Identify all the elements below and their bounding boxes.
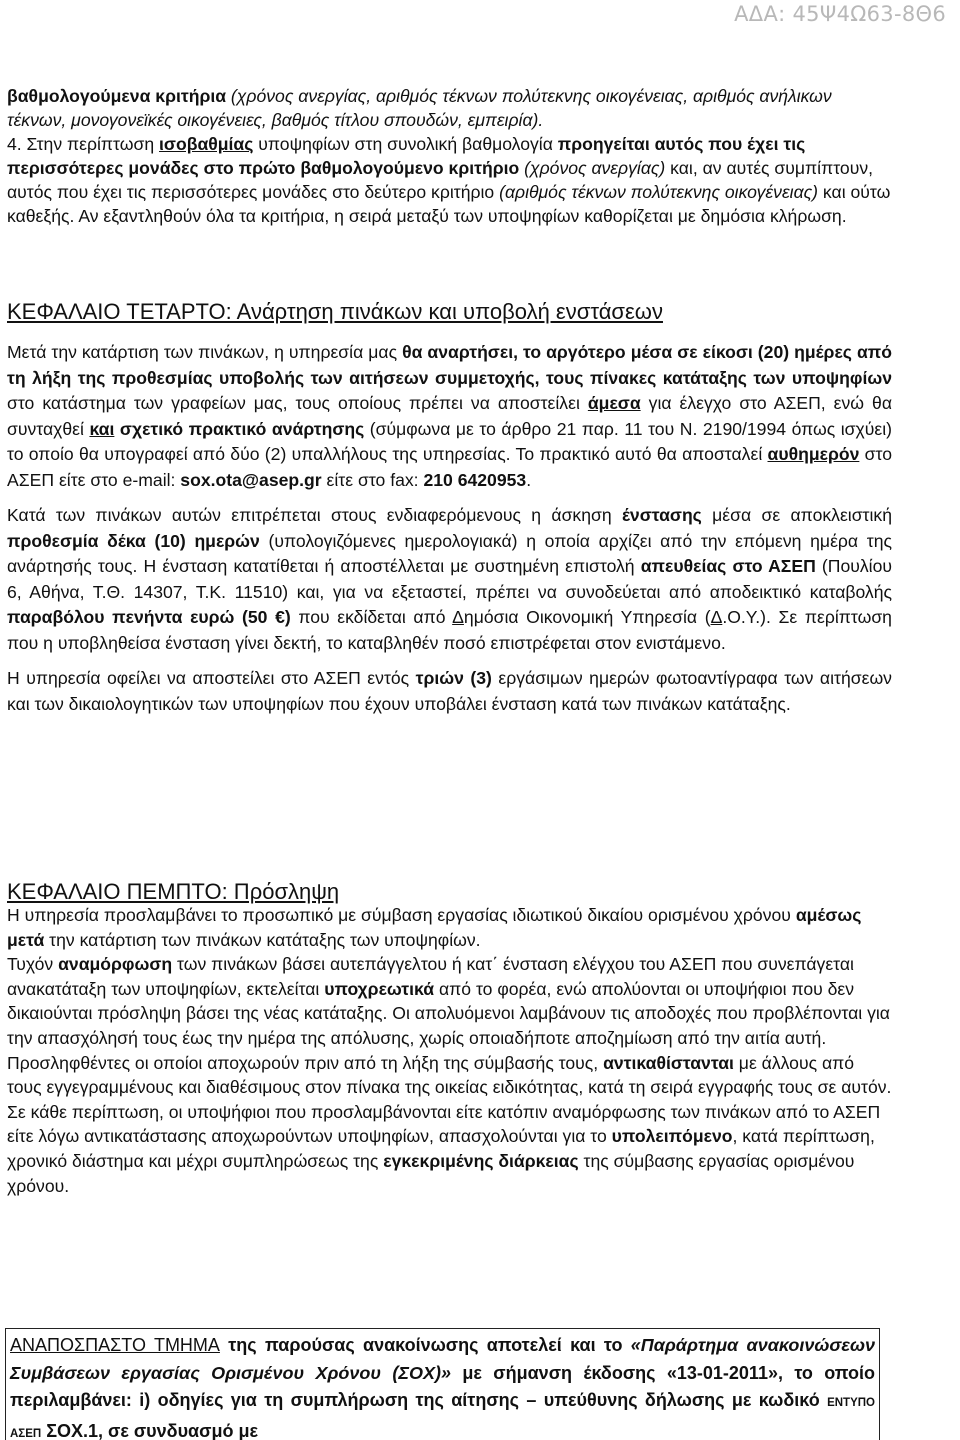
text-italic: (αριθμός τέκνων πολύτεκνης οικογένειας) (499, 182, 819, 202)
tie-rule-bold: προηγείται αυτός που έχει τις περισσότερες μονάδες στο πρώτο βαθμολογούμενο κριτήριο (7, 134, 806, 178)
text-underline: Δ (452, 607, 464, 627)
text-bold: ΣΟΧ.1, σε συνδυασμό με (41, 1420, 259, 1440)
chapter4-heading-text: ΚΕΦΑΛΑΙΟ ΤΕΤΑΡΤΟ: Ανάρτηση πινάκων και υποβολή ενστάσεων (7, 299, 663, 324)
text-span: Σε κάθε περίπτωση, οι υποψήφιοι που προσλαμβάνονται είτε κατόπιν αναμόρφωσης των πινάκων από το ΑΣΕΠ είτε λόγω αντικατάστασης αποχωρούντων υποψηφίων, απασχολούνται για το (7, 1101, 881, 1147)
text-bold: αντικαθίστανται (603, 1052, 734, 1073)
text-bold: υποχρεωτικά (324, 978, 435, 999)
text-span: την κατάρτιση των πινάκων κατάταξης των υποψηφίων. (44, 929, 481, 950)
text-span: υποψηφίων στη συνολική βαθμολογία (253, 134, 558, 154)
chapter5-paragraph-4 (7, 1100, 892, 1198)
chapter4-paragraph-2 (7, 503, 892, 656)
criteria-bold: βαθμολογούμενα κριτήρια (7, 86, 227, 106)
annex-notice-text (10, 1332, 875, 1440)
text-span: Τυχόν (7, 954, 59, 975)
criteria-paragraph (7, 84, 892, 132)
text-span: (σύμφωνα με το άρθρο 21 παρ. 11 του Ν. 2190/1994 όπως ισχύει) το οποίο θα υπογραφεί από δύο (2) υπαλλήλους της υπηρεσίας. Το πρακτικό αυτό θα αποσταλεί (7, 418, 892, 464)
text-span: ημόσια Οικονομική Υπηρεσία ( (463, 607, 711, 627)
text-bold-underline: άμεσα (587, 393, 641, 413)
email-address[interactable]: sox.ota@asep.gr (180, 469, 322, 490)
annex-title: «Παράρτημα ανακοινώσεων Συμβάσεων εργασίας Ορισμένου Χρόνου (ΣΟΧ)» (10, 1335, 875, 1383)
text-bold: θα αναρτήσει, το αργότερο μέσα σε είκοσι (20) ημέρες από τη λήξη της προθεσμίας υποβολής των αιτήσεων συμμετοχής, τους πίνακες κατάταξης των υποψηφίων (7, 342, 892, 388)
text-bold: με σήμανση έκδοσης «13-01-2011», το οποίο περιλαμβάνει: i) οδηγίες για τη συμπλήρωση της αίτησης – υπεύθυνης δήλωσης με κωδικό (10, 1362, 875, 1410)
text-bold: απευθείας στο ΑΣΕΠ (640, 556, 816, 576)
text-span: (υπολογιζόμενες ημερολογιακά) η οποία αρχίζει από την επόμενη ημέρα της ανάρτησής τους. Η ένσταση κατατίθεται ή αποστέλλεται με συστημένη επιστολή (7, 530, 892, 576)
text-span: .Ο.Υ.). Σε περίπτωση που η υποβληθείσα ένσταση γίνει δεκτή, το καταβληθέν ποσό επιστρέφεται στον ενιστάμενο. (7, 607, 892, 653)
annex-notice-box (5, 1328, 880, 1440)
text-bold-underline: και (89, 418, 115, 439)
intro-section (7, 84, 892, 228)
text-span: Κατά των πινάκων αυτών επιτρέπεται στους ενδιαφερόμενους η άσκηση (7, 505, 622, 525)
chapter5-heading-text: ΚΕΦΑΛΑΙΟ ΠΕΜΠΤΟ: Πρόσληψη (7, 879, 340, 904)
text-span: είτε στο fax: (321, 469, 424, 490)
text-span: (Πουλίου 6, Αθήνα, Τ.Θ. 14307, Τ.Κ. 11510) και, για να εξεταστεί, πρέπει να συνοδεύεται από αποδεικτικό καταβολής (7, 556, 892, 602)
chapter4-body (7, 340, 892, 717)
text-span: , κατά περίπτωση, χρονικό διάστημα και μέχρι συμπληρώσεως της (7, 1126, 875, 1171)
chapter5-heading (7, 878, 339, 906)
text-span: Η υπηρεσία οφείλει να αποστείλει στο ΑΣΕΠ εντός (7, 668, 416, 688)
text-span: Προσληφθέντες οι οποίοι αποχωρούν πριν από τη λήξη της σύμβασής τους, (7, 1052, 604, 1073)
chapter5-paragraph-2 (7, 952, 892, 1050)
text-italic: (χρόνος ανεργίας) (519, 158, 666, 178)
text-span: στο ΑΣΕΠ είτε στο e-mail: (7, 444, 892, 490)
text-span: των πινάκων βάσει αυτεπάγγελτου ή κατ΄ ένσταση ελέγχου του ΑΣΕΠ που συνεπάγεται ανακατάταξη των υποψηφίων, εκτελείται (7, 954, 854, 999)
text-bold: αμέσως μετά (7, 905, 862, 950)
ada-code: ΑΔΑ: 45Ψ4Ω63-8Θ6 (734, 2, 946, 26)
text-span: και, αν αυτές συμπίπτουν, αυτός που έχει τις περισσότερες μονάδες στο δεύτερο κριτήριο (7, 158, 874, 202)
chapter4-paragraph-1 (7, 340, 892, 493)
text-span: και ούτω καθεξής. Αν εξαντληθούν όλα τα κριτήρια, η σειρά μεταξύ των υποψηφίων καθορίζεται με δημόσια κλήρωση. (7, 182, 891, 226)
text-bold: σχετικό πρακτικό ανάρτησης (114, 418, 365, 439)
text-bold: της παρούσας ανακοίνωσης αποτελεί και το (219, 1335, 631, 1355)
text-underline: Δ (710, 607, 723, 627)
text-bold-underline: αυθημερόν (767, 444, 860, 464)
text-span: στο κατάστημα των γραφείων μας, τους οποίους πρέπει να αποστείλει (7, 393, 588, 413)
text-span: . (526, 469, 532, 490)
chapter4-heading (7, 298, 663, 326)
text-span: 4. Στην περίπτωση (7, 134, 160, 154)
chapter5-body (7, 903, 892, 1198)
tie-paragraph (7, 132, 892, 228)
criteria-italic: (χρόνος ανεργίας, αριθμός τέκνων πολύτεκνης οικογένειας, αριθμός ανήλικων τέκνων, μονογονεϊκές οικογένειες, βαθμός τίτλου σπουδών, εμπειρία). (7, 86, 832, 130)
text-span: Μετά την κατάρτιση των πινάκων, η υπηρεσία μας (7, 342, 403, 362)
annex-detachable-label: ΑΝΑΠΟΣΠΑΣΤΟ ΤΜΗΜΑ (10, 1335, 220, 1355)
chapter5-paragraph-3 (7, 1051, 892, 1100)
chapter4-paragraph-3 (7, 666, 892, 717)
text-bold: εγκεκριμένης διάρκειας (383, 1150, 579, 1171)
text-span: της σύμβασης εργασίας ορισμένου χρόνου. (7, 1150, 855, 1196)
text-span: με άλλους από τους εγγεγραμμένους και διαθέσιμους στον πίνακα της οικείας ειδικότητας, κατά τη σειρά εγγραφής τους σε αυτόν. (7, 1052, 892, 1098)
text-span: από το φορέα, ενώ απολύονται οι υποψήφιοι που δεν δικαιούνται πρόσληψη βάσει της νέας κατάταξης. Οι απολυόμενοι λαμβάνουν τις αποδοχές που προβλέπονται για την απασχόλησή τους έως την ημέρα της απόλυσης, χωρίς οποιαδήποτε αποζημίωση από την αιτία αυτή. (7, 978, 890, 1048)
text-span: εργάσιμων ημερών φωτοαντίγραφα των αιτήσεων και των δικαιολογητικών των υποψηφίων που έχουν υποβάλει ένσταση κατά των πινάκων κατάταξης. (7, 668, 892, 714)
text-span: που εκδίδεται από (290, 607, 453, 627)
fax-number: 210 6420953 (423, 469, 527, 490)
text-bold: ένστασης (621, 505, 702, 525)
text-span: μέσα σε αποκλειστική (701, 505, 892, 525)
text-span: για έλεγχο στο ΑΣΕΠ, ενώ θα συνταχθεί (7, 393, 892, 439)
text-bold: υπολειπόμενο (611, 1126, 733, 1147)
chapter5-paragraph-1 (7, 903, 892, 952)
text-bold: προθεσμία δέκα (10) ημερών (7, 530, 260, 551)
text-bold: τριών (3) (415, 668, 492, 688)
text-bold: παραβόλου πενήντα ευρώ (50 €) (7, 607, 291, 627)
text-bold: αναμόρφωση (58, 954, 173, 975)
form-code-small: ΕΝΤΥΠΟ ΑΣΕΠ (10, 1397, 875, 1440)
text-span: Η υπηρεσία προσλαμβάνει το προσωπικό με σύμβαση εργασίας ιδιωτικού δικαίου ορισμένου χρόνου (7, 905, 796, 925)
tie-term: ισοβαθμίας (159, 134, 254, 154)
